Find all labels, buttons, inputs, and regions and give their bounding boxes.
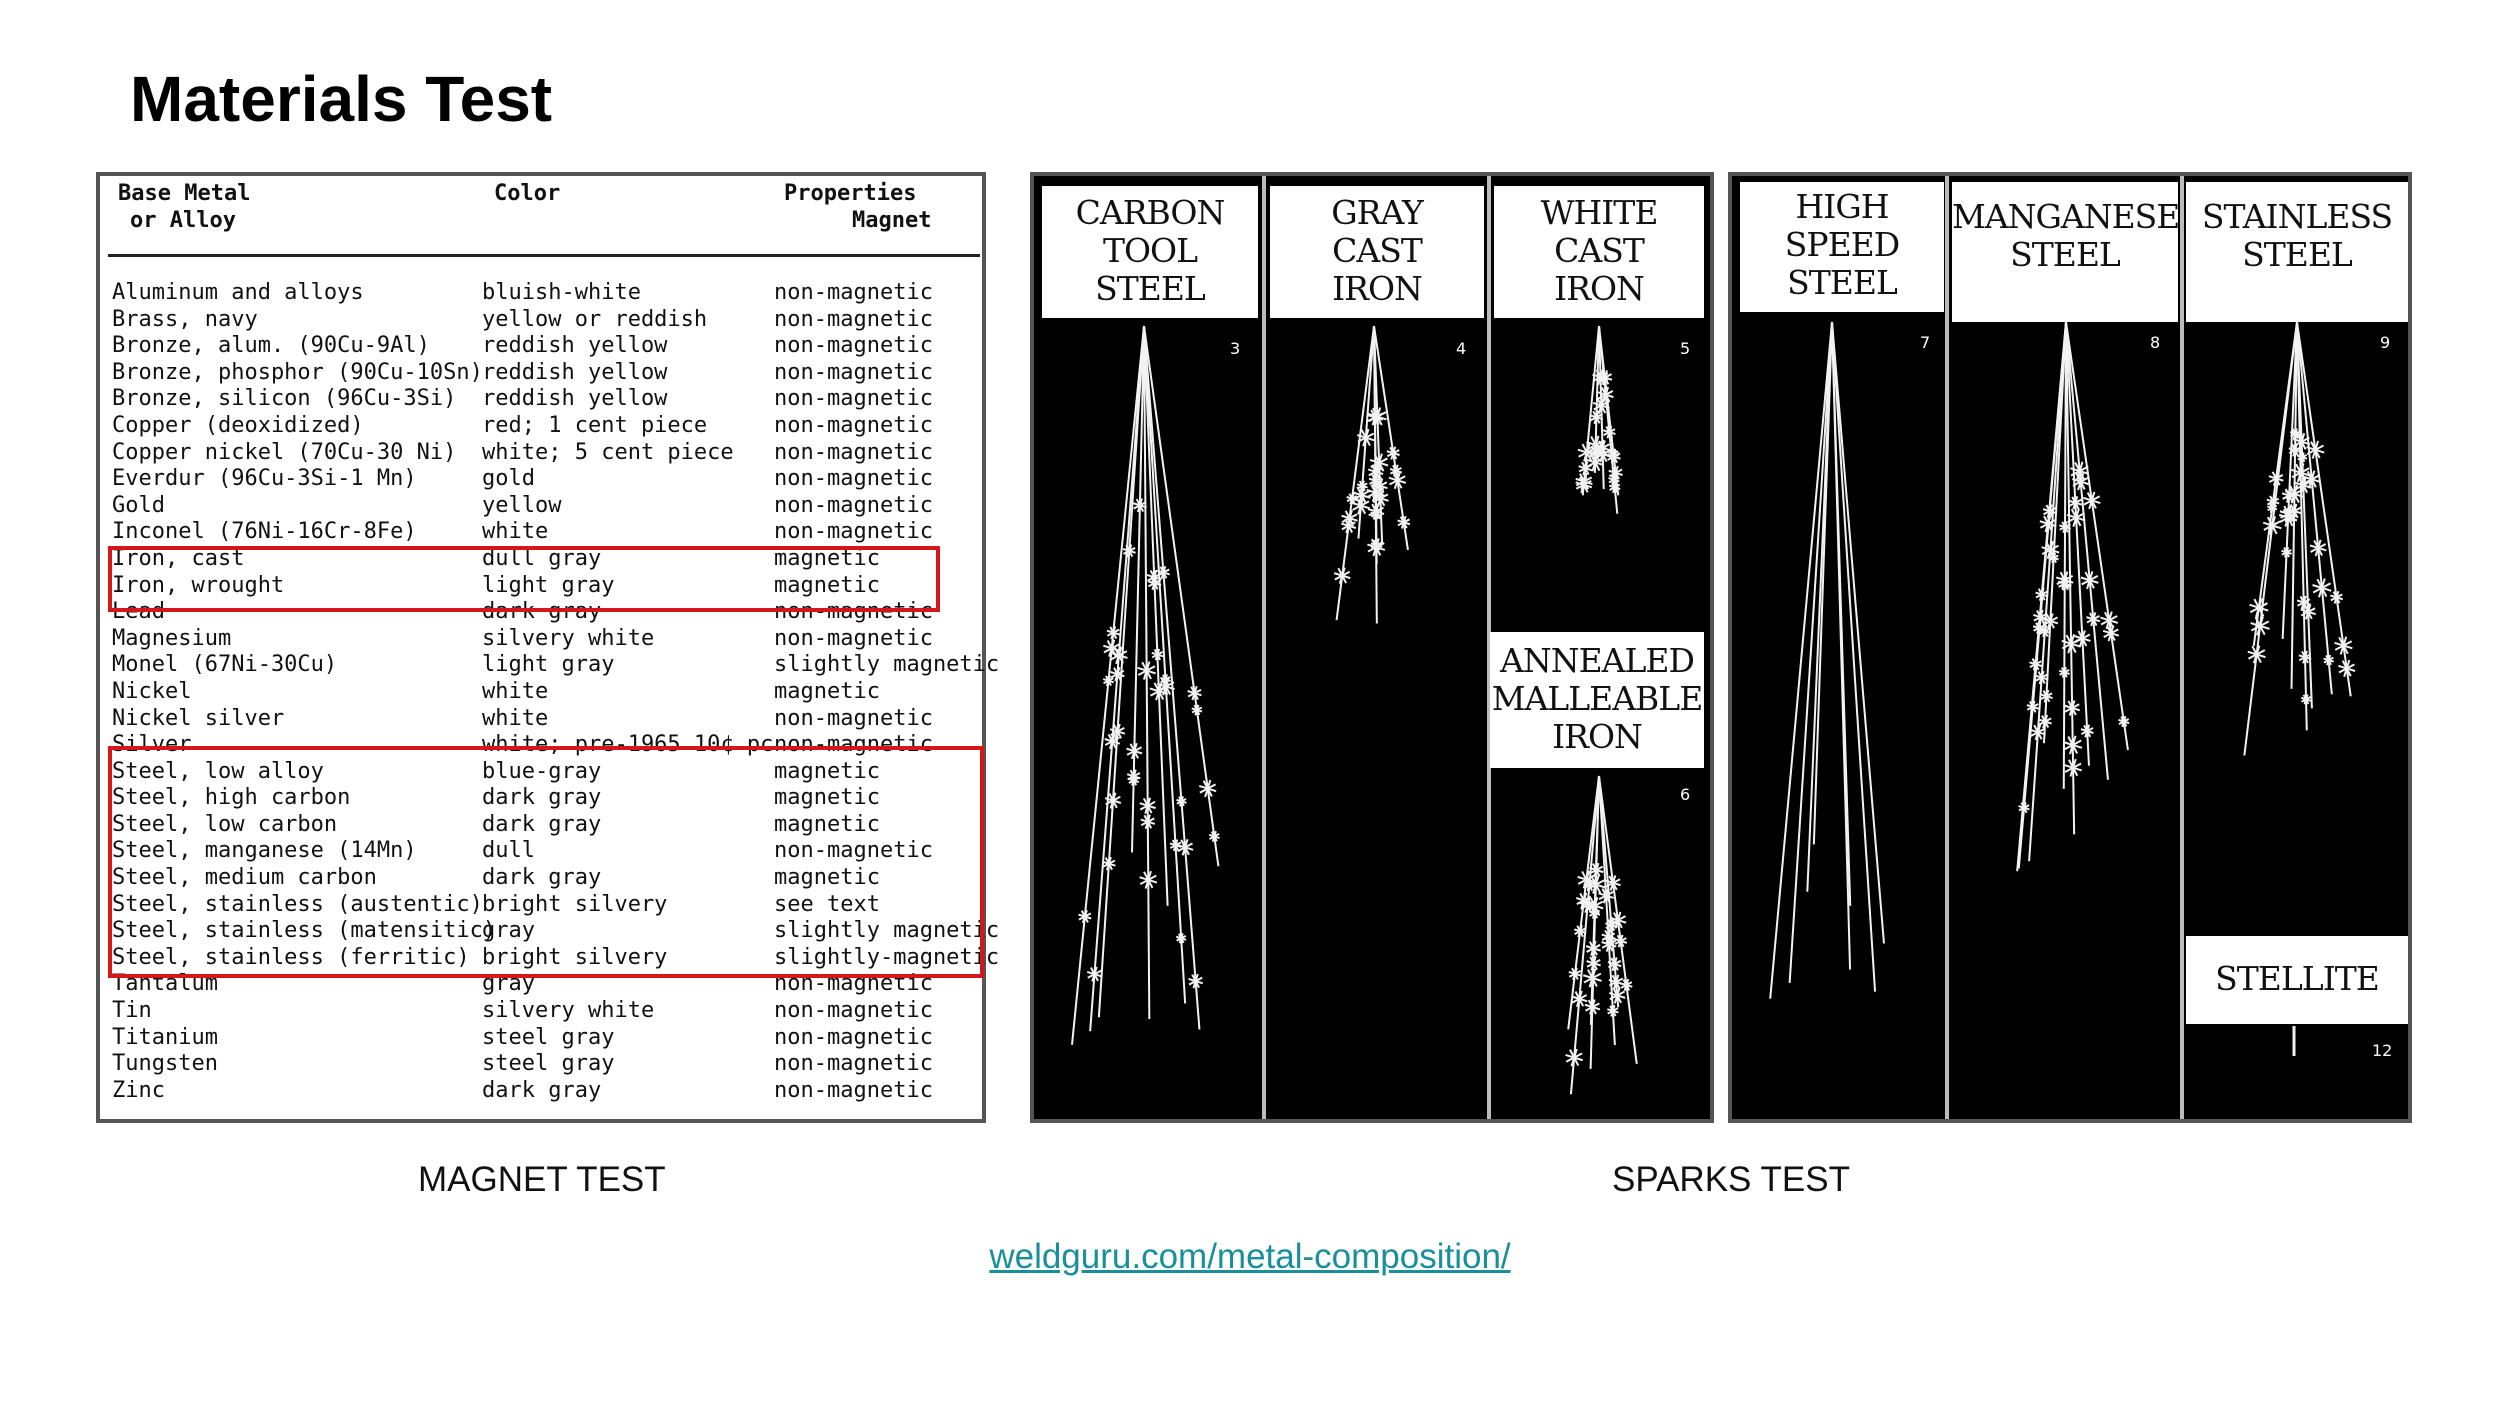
label-line: ANNEALED (1500, 641, 1694, 680)
spark-stream (1144, 326, 1199, 1029)
table-row (100, 652, 1000, 679)
spark-stream (1099, 326, 1144, 1017)
cell-color: yellow (482, 492, 562, 518)
table-row (100, 679, 982, 706)
cell-magnet: magnetic (774, 758, 880, 784)
table-row (100, 706, 982, 733)
header-base-metal (118, 180, 250, 234)
spark-number: 4 (1456, 339, 1467, 358)
cell-metal-name: Tantalum (112, 971, 218, 997)
label-stellite (2186, 936, 2408, 1024)
cell-color: red; 1 cent piece (482, 412, 708, 438)
spark-stream (2066, 322, 2128, 750)
cell-magnet: non-magnetic (774, 705, 933, 731)
highlight-box-steel (108, 746, 984, 978)
cell-metal-name: Steel, stainless (austentic) (112, 891, 483, 917)
cell-magnet: non-magnetic (774, 599, 933, 625)
cell-color: dark gray (482, 865, 602, 891)
spark-number: 6 (1680, 785, 1691, 804)
label-stainless-steel (2186, 182, 2408, 322)
cell-metal-name: Silver (112, 732, 192, 758)
cell-color: white (482, 678, 549, 704)
cell-color: blue-gray (482, 758, 602, 784)
cell-metal-name: Steel, manganese (14Mn) (112, 838, 417, 864)
cell-magnet: non-magnetic (774, 439, 933, 465)
cell-color: dark gray (482, 599, 602, 625)
spark-number: 9 (2380, 333, 2391, 352)
cell-metal-name: Steel, high carbon (112, 785, 351, 811)
cell-magnet: non-magnetic (774, 838, 933, 864)
label-carbon-tool-steel (1042, 186, 1258, 318)
sparks-panel-left (1030, 172, 1714, 1123)
label-annealed-malleable-iron (1490, 632, 1704, 768)
cell-color: gray (482, 971, 535, 997)
spark-stream (1832, 322, 1875, 992)
table-row (100, 360, 982, 387)
spark-number: 5 (1680, 339, 1691, 358)
spark-stream (1599, 776, 1615, 1045)
label-line: GRAY (1331, 193, 1423, 232)
cell-metal-name: Steel, medium carbon (112, 865, 377, 891)
cell-metal-name: Zinc (112, 1077, 165, 1103)
table-row (100, 413, 982, 440)
cell-magnet: non-magnetic (774, 386, 933, 412)
table-row (100, 998, 982, 1025)
label-white-cast-iron (1494, 186, 1704, 318)
panel-divider (1262, 176, 1266, 1123)
cell-metal-name: Tin (112, 998, 152, 1024)
cell-magnet: non-magnetic (774, 359, 933, 385)
source-link[interactable]: weldguru.com/metal-composition/ (989, 1237, 1511, 1276)
cell-magnet: magnetic (774, 545, 880, 571)
cell-metal-name: Copper (deoxidized) (112, 412, 364, 438)
cell-magnet: non-magnetic (774, 333, 933, 359)
cell-color: bluish-white (482, 280, 641, 305)
cell-magnet: non-magnetic (774, 466, 933, 492)
cell-magnet: slightly magnetic (774, 652, 1000, 678)
cell-color: reddish yellow (482, 386, 668, 412)
cell-magnet: non-magnetic (774, 732, 933, 758)
cell-metal-name: Nickel silver (112, 705, 285, 731)
caption-sparks-test: SPARKS TEST (1612, 1160, 1850, 1199)
label-line: IRON (1332, 269, 1422, 308)
cell-color: steel gray (482, 1024, 615, 1050)
cell-magnet: non-magnetic (774, 998, 933, 1024)
table-row (100, 1051, 982, 1078)
label-line: MALLEABLE (1491, 679, 1703, 718)
cell-metal-name: Gold (112, 492, 165, 518)
cell-magnet: magnetic (774, 785, 880, 811)
cell-color: bright silvery (482, 891, 668, 917)
cell-magnet: non-magnetic (774, 412, 933, 438)
header-divider (108, 254, 980, 257)
cell-color: yellow or reddish (482, 306, 708, 332)
cell-color: bright silvery (482, 944, 668, 970)
cell-metal-name: Inconel (76Ni-16Cr-8Fe) (112, 519, 417, 545)
label-gray-cast-iron (1270, 186, 1484, 318)
cell-magnet: magnetic (774, 572, 880, 598)
cell-color: white; pre-1965 10¢ pc (482, 732, 774, 758)
table-row (100, 1078, 982, 1105)
spark-number: 7 (1920, 333, 1931, 352)
cell-color: dull (482, 838, 535, 864)
cell-color: white (482, 705, 549, 731)
spark-number: 8 (2150, 333, 2161, 352)
cell-metal-name: Magnesium (112, 625, 232, 651)
cell-metal-name: Titanium (112, 1024, 218, 1050)
cell-color: reddish yellow (482, 333, 668, 359)
cell-magnet: slightly magnetic (774, 918, 1000, 944)
label-line: MANGANESE (1952, 197, 2180, 236)
spark-stream (1770, 322, 1832, 999)
cell-metal-name: Lead (112, 599, 165, 625)
table-row (100, 333, 982, 360)
label-line: HIGH (1795, 187, 1889, 226)
cell-metal-name: Steel, low alloy (112, 758, 324, 784)
label-line: STEEL (2010, 235, 2120, 274)
sparks-panel-right (1728, 172, 2412, 1123)
cell-magnet: non-magnetic (774, 492, 933, 518)
cell-magnet: non-magnetic (774, 625, 933, 651)
label-line: STEEL (1095, 269, 1205, 308)
cell-metal-name: Steel, stainless (ferritic) (112, 944, 470, 970)
spark-stream (1144, 326, 1185, 1003)
caption-magnet-test: MAGNET TEST (418, 1160, 666, 1199)
cell-metal-name: Everdur (96Cu-3Si-1 Mn) (112, 466, 417, 492)
panel-divider (2180, 176, 2184, 1123)
label-line: STAINLESS (2201, 197, 2393, 236)
table-row (100, 386, 982, 413)
cell-magnet: non-magnetic (774, 1077, 933, 1103)
table-row (100, 466, 982, 493)
cell-color: reddish yellow (482, 359, 668, 385)
cell-metal-name: Iron, cast (112, 545, 245, 571)
panel-divider (1945, 176, 1949, 1123)
cell-color: gold (482, 466, 535, 492)
header-base-line2: or Alloy (130, 208, 236, 233)
spark-stream (1814, 322, 1832, 844)
page-title: Materials Test (130, 63, 553, 135)
cell-magnet: slightly-magnetic (774, 944, 1000, 970)
label-line: STEEL (2242, 235, 2352, 274)
table-row (100, 519, 982, 546)
cell-magnet: magnetic (774, 865, 880, 891)
cell-magnet: non-magnetic (774, 1051, 933, 1077)
cell-color: light gray (482, 572, 615, 598)
header-base-line1: Base Metal (118, 181, 251, 206)
cell-metal-name: Bronze, silicon (96Cu-3Si) (112, 386, 457, 412)
label-line: WHITE (1540, 193, 1658, 232)
cell-color: silvery white (482, 998, 655, 1024)
table-row (100, 440, 982, 467)
cell-magnet: non-magnetic (774, 971, 933, 997)
cell-metal-name: Bronze, phosphor (90Cu-10Sn) (112, 359, 483, 385)
cell-color: light gray (482, 652, 615, 678)
cell-magnet: magnetic (774, 811, 880, 837)
spark-number: 12 (2372, 1041, 2393, 1060)
cell-color: silvery white (482, 625, 655, 651)
header-color: Color (494, 181, 561, 206)
spark-stream (2029, 322, 2066, 861)
cell-metal-name: Monel (67Ni-30Cu) (112, 652, 338, 678)
header-props-line2: Magnet (852, 208, 932, 233)
table-row (100, 307, 982, 334)
cell-metal-name: Tungsten (112, 1051, 218, 1077)
cell-metal-name: Nickel (112, 678, 192, 704)
cell-color: dark gray (482, 811, 602, 837)
cell-magnet: non-magnetic (774, 519, 933, 545)
highlight-box-iron (108, 546, 940, 612)
cell-metal-name: Steel, low carbon (112, 811, 338, 837)
cell-color: dark gray (482, 1077, 602, 1103)
cell-magnet: non-magnetic (774, 280, 933, 305)
spark-stream (2064, 322, 2066, 789)
cell-color: white (482, 519, 549, 545)
cell-color: steel gray (482, 1051, 615, 1077)
table-row (100, 626, 982, 653)
cell-color: white; 5 cent piece (482, 439, 734, 465)
cell-magnet: non-magnetic (774, 1024, 933, 1050)
spark-number: 3 (1230, 339, 1241, 358)
magnet-test-table (96, 172, 1000, 1123)
label-line: IRON (1552, 717, 1642, 756)
cell-metal-name: Bronze, alum. (90Cu-9Al) (112, 333, 430, 359)
spark-stream (1790, 322, 1832, 983)
label-manganese-steel (1952, 182, 2178, 322)
cell-magnet: non-magnetic (774, 306, 933, 332)
table-row (100, 1025, 982, 1052)
table-row (100, 493, 982, 520)
cell-metal-name: Steel, stainless (matensitic) (112, 918, 497, 944)
header-props-line1: Properties (784, 181, 917, 206)
table-body (100, 280, 1000, 1104)
cell-color: dull gray (482, 545, 602, 571)
header-properties (784, 180, 931, 234)
label-line: STEEL (1787, 263, 1897, 302)
label-line: IRON (1554, 269, 1644, 308)
label-line: STELLITE (2215, 959, 2379, 998)
cell-metal-name: Aluminum and alloys (112, 280, 364, 305)
label-line: CARBON (1075, 193, 1225, 232)
label-line: TOOL (1102, 231, 1198, 270)
cell-magnet: see text (774, 891, 880, 917)
cell-metal-name: Brass, navy (112, 306, 258, 332)
cell-metal-name: Copper nickel (70Cu-30 Ni) (112, 439, 457, 465)
label-line: SPEED (1784, 225, 1900, 264)
label-high-speed-steel (1740, 182, 1944, 312)
table-row (100, 280, 982, 307)
cell-color: gray (482, 918, 535, 944)
cell-metal-name: Iron, wrought (112, 572, 285, 598)
label-line: CAST (1332, 231, 1422, 270)
label-line: CAST (1554, 231, 1644, 270)
cell-color: dark gray (482, 785, 602, 811)
cell-magnet: magnetic (774, 678, 880, 704)
